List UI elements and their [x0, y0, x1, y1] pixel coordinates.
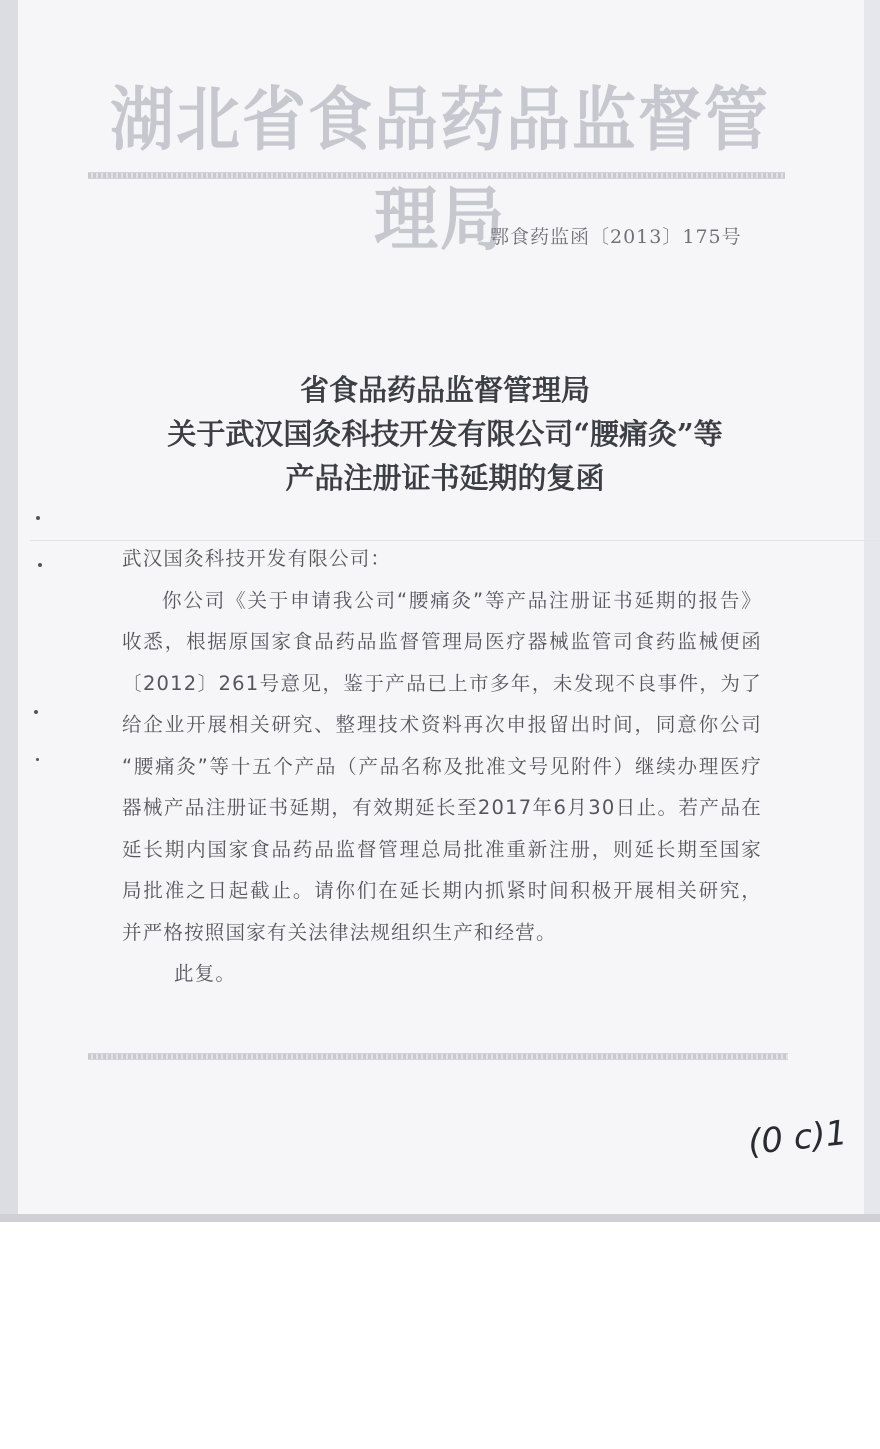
scan-left-edge: [0, 0, 18, 1222]
document-number: 鄂食药监函〔2013〕175号: [490, 226, 742, 248]
document-title: [120, 368, 770, 500]
scan-right-edge: [864, 0, 880, 1222]
letterhead-divider: [88, 172, 785, 179]
closing: 此复。: [174, 962, 237, 985]
letter-body: [122, 538, 762, 995]
letterhead: 湖北省食品药品监督管理局: [110, 79, 770, 261]
title-line-3: 产品注册证书延期的复函: [285, 461, 605, 495]
body-paragraph: 你公司《关于申请我公司“腰痛灸”等产品注册证书延期的报告》收悉，根据原国家食品药品监督管理局医疗器械监管司食药监械便函〔2012〕261号意见，鉴于产品已上市多年，未发现不良事件，为了给企业开展相关研究、整理技术资料再次申报留出时间，同意你公司 “腰痛灸”等十五个产品（产品名称及批准文号见附件）继续办理医疗器械产品注册证书延期，有效期延长至2017年6月30日止。若产品在延长期内国家食品药品监督管理总局批准重新注册，则延长期至国家局批准之日起截止。请你们在延长期内抓紧时间积极开展相关研究，并严格按照国家有关法律法规组织生产和经营。: [122, 588, 762, 944]
handwritten-page-mark: (0 c)1: [746, 1112, 850, 1164]
scan-speck: [36, 758, 39, 761]
scan-speck: [34, 710, 38, 714]
title-line-2: 关于武汉国灸科技开发有限公司“腰痛灸”等: [167, 417, 723, 451]
footer-divider: [88, 1053, 788, 1060]
salutation: 武汉国灸科技开发有限公司：: [122, 547, 392, 570]
scan-speck: [38, 563, 42, 567]
scan-bottom-edge: [0, 1214, 880, 1222]
title-line-1: 省食品药品监督管理局: [299, 373, 590, 407]
scan-speck: [36, 516, 40, 520]
